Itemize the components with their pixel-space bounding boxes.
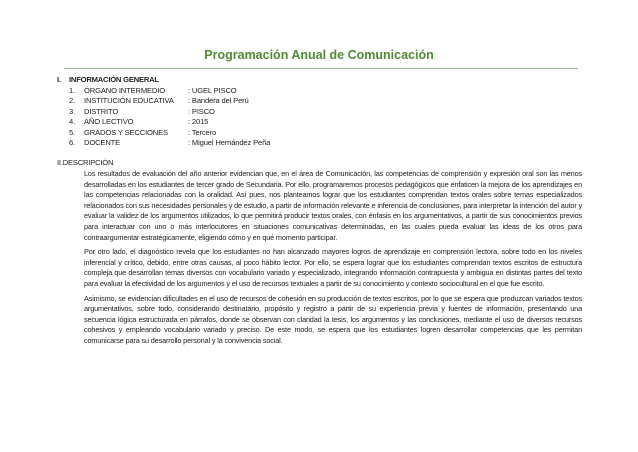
info-number: 3.: [69, 106, 76, 116]
description-paragraph-2: Por otro lado, el diagnóstico revela que los estudiantes no han alcanzado mayores logros de aprendizaje en comprensión lectora, sobre todo en los niveles inferencial y crítico, debido, entre otras causas, al poco hábito lector. Por ello, se espera lograr que los estudiantes comprendan textos escritos de estructura compleja que desarrollan temas diversos con vocabulario variado y especializado, integrando información contrapuesta y ambigua en distintas partes del texto para evaluar la efectividad de los argumentos y el uso de recursos textuales a partir de su conocimiento y contexto sociocultural en el que fue escrito.: [84, 247, 582, 288]
info-label: ÓRGANO INTERMEDIO: [84, 86, 165, 95]
general-info-list: [69, 86, 270, 148]
info-label: INSTITUCIÓN EDUCATIVA: [84, 96, 174, 106]
section-number: I.: [57, 75, 61, 84]
info-row-ano-lectivo: [69, 117, 270, 127]
info-value: : Miguel Hernández Peña: [188, 137, 271, 147]
info-value: : Bandera del Perú: [188, 96, 249, 106]
description-paragraph-1: Los resultados de evaluación del año anterior evidencian que, en el área de Comunicación, las competencias de comprensión y expresión oral son las menos desarrolladas en los estudiantes de tercer grado de Secundaria. Por ello, programaremos procesos pedagógicos que enfaticen la mejora de los aprendizajes en las competencias relacionadas con la oralidad. Así pues, nos planteamos lograr que los estudiantes comprendan textos orales sobre temas especializados relacionados con sus necesidades personales y de estudio, a partir de información relevante e inferencia de conclusiones, para interpretar la intención del autor y evaluar la validez de los argumentos utilizados, lo que permitirá producir textos orales, con énfasis en los argumentativos, a partir de sus conocimientos previos para interactuar con uno o más interlocutores en situaciones comunicativas determinadas, en las cuales pueda evaluar las ideas de los otros para contraargumentar estratégicamente, eligiendo cómo y en qué momento participar.: [84, 169, 582, 242]
info-number: 2.: [69, 96, 76, 106]
info-row-institucion: [69, 96, 270, 106]
info-number: 6.: [69, 137, 76, 147]
info-number: 5.: [69, 127, 76, 137]
info-label: AÑO LECTIVO: [84, 117, 134, 127]
info-row-distrito: [69, 107, 270, 117]
info-label: DISTRITO: [84, 106, 119, 116]
info-label: DOCENTE: [84, 137, 121, 147]
section-description-heading: II.DESCRIPCIÓN: [57, 158, 114, 167]
info-value: : 2015: [188, 117, 209, 127]
description-body: [84, 169, 582, 351]
description-paragraph-3: Asimismo, se evidencian dificultades en el uso de recursos de cohesión en su producción de textos escritos, por lo que se espera que produzcan variados textos argumentativos, sobre todo, considerando destinatario, propósito y registro a partir de su experiencia previa y fuentes de información, presentando una secuencia lógica estructurada en párrafos, donde se observan con claridad la tesis, los argumentos y las conclusiones, mediante el uso de diversos recursos cohesivos y empleando vocabulario variado y preciso. De este modo, se espera que los estudiantes logren desarrollar competencias que les permitan comunicarse para su desarrollo personal y la convivencia social.: [84, 293, 582, 345]
document-title: Programación Anual de Comunicación: [204, 48, 434, 62]
title-divider: [64, 68, 578, 69]
section-heading-text: INFORMACIÓN GENERAL: [69, 75, 159, 84]
info-value: : UGEL PISCO: [188, 86, 237, 95]
section-general-info-heading: [57, 75, 159, 84]
info-value: : PISCO: [188, 106, 215, 116]
info-label: GRADOS Y SECCIONES: [84, 127, 168, 137]
info-row-organo: [69, 86, 270, 96]
info-row-grados: [69, 128, 270, 138]
info-number: 4.: [69, 117, 76, 127]
info-row-docente: [69, 138, 270, 148]
info-value: : Tercero: [188, 127, 217, 137]
info-number: 1.: [69, 86, 76, 95]
